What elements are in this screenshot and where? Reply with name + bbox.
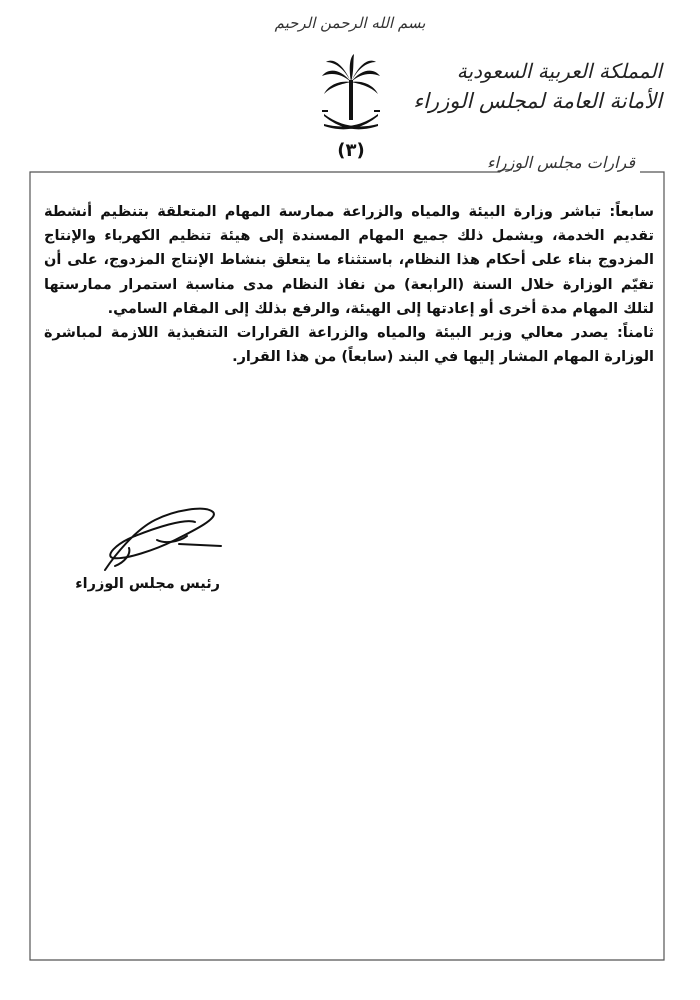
- clause-eighth: [44, 321, 654, 369]
- authority-name: الأمانة العامة لمجلس الوزراء: [413, 89, 662, 113]
- decision-label: قرارات مجلس الوزراء: [487, 153, 635, 172]
- kingdom-name: المملكة العربية السعودية: [456, 59, 662, 83]
- page-number: (٣): [337, 140, 365, 161]
- clause-text: يصدر معالي وزير البيئة والمياه والزراعة القرارات التنفيذية اللازمة لمباشرة الوزارة المهام المشار إليها في البند (سابعاً) من هذا القرار.: [44, 325, 654, 366]
- clause-text: تباشر وزارة البيئة والمياه والزراعة ممارسة المهام المتعلقة بتنظيم أنشطة تقديم الخدمة، ويشمل ذلك جميع المهام المسندة إلى هيئة تنظيم الكهرباء والإنتاج المزدوج بناء على أحكام هذا النظام، باستثناء ما يتعلق بنشاط الإنتاج المزدوج، على أن تقيّم الوزارة خلال السنة (الرابعة) من نفاذ النظام مدى مناسبة استمرار ممارستها لتلك المهام مدة أخرى أو إعادتها إلى الهيئة، والرفع بذلك إلى المقام السامي.: [44, 204, 654, 317]
- handwritten-signature-icon: [95, 500, 225, 580]
- letterhead-block: [413, 56, 662, 116]
- signer-title: رئيس مجلس الوزراء: [75, 576, 220, 592]
- palm-and-crossed-swords-icon: [318, 54, 384, 144]
- document-body: [44, 200, 654, 369]
- basmala-header: بسم الله الرحمن الرحيم: [274, 14, 426, 32]
- clause-label: سابعاً:: [609, 204, 654, 220]
- clause-seventh: [44, 200, 654, 321]
- clause-label: ثامناً:: [616, 325, 654, 342]
